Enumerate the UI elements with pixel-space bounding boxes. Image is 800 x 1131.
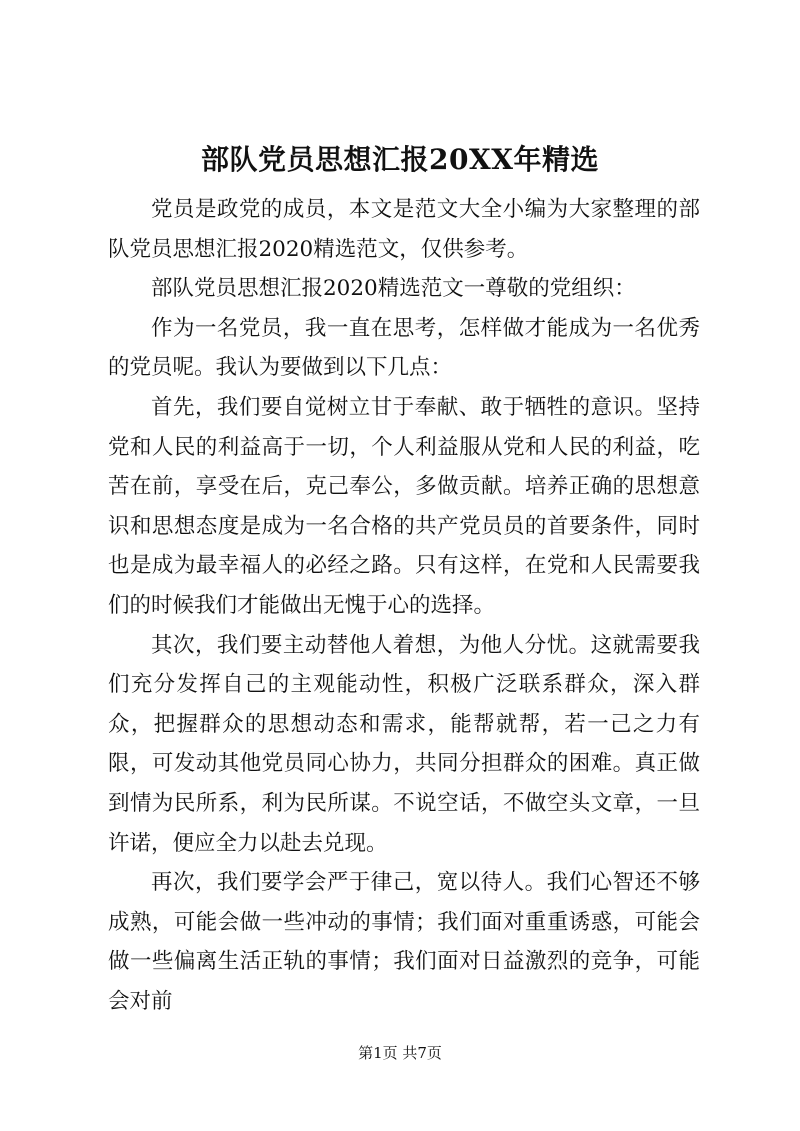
paragraph-second-point: 其次，我们要主动替他人着想，为他人分忧。这就需要我们充分发挥自己的主观能动性，积极广泛联系群众，深入群众，把握群众的思想动态和需求，能帮就帮，若一己之力有限，可发动其他党员同心协力，共同分担群众的困难。真正做到情为民所系，利为民所谋。不说空话，不做空头文章，一旦许诺，便应全力以赴去兑现。 [108,632,700,856]
paragraph-question: 作为一名党员，我一直在思考，怎样做才能成为一名优秀的党员呢。我认为要做到以下几点： [108,315,700,381]
paragraph-third-point: 再次，我们要学会严于律己，宽以待人。我们心智还不够成熟，可能会做一些冲动的事情；我们面对重重诱惑，可能会做一些偏离生活正轨的事情；我们面对日益激烈的竞争，可能会对前 [108,870,700,1014]
paragraph-intro: 党员是政党的成员，本文是范文大全小编为大家整理的部队党员思想汇报2020精选范文，仅供参考。 [108,197,700,262]
document-title: 部队党员思想汇报20XX年精选 [201,143,599,176]
paragraph-salutation: 部队党员思想汇报2020精选范文一尊敬的党组织： [151,276,636,302]
document-body [108,190,700,1021]
page-number-footer: 第1页 共7页 [358,1044,442,1062]
paragraph-first-point: 首先，我们要自觉树立甘于奉献、敢于牺牲的意识。坚持党和人民的利益高于一切，个人利益服从党和人民的利益，吃苦在前，享受在后，克己奉公，多做贡献。培养正确的思想意识和思想态度是成为一名合格的共产党员员的首要条件，同时也是成为最幸福人的必经之路。只有这样，在党和人民需要我们的时候我们才能做出无愧于心的选择。 [108,394,700,618]
